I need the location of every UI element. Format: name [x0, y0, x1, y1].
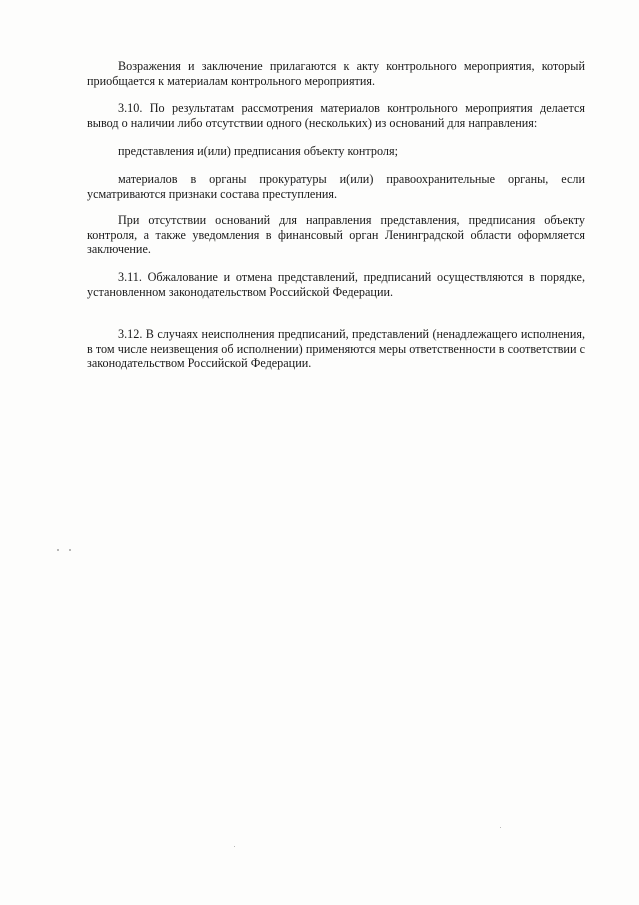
paragraph-objections: Возражения и заключение прилагаются к акту контрольного мероприятия, который приобщается к материалам контрольного мероприятия.: [87, 59, 585, 88]
scan-speck: [500, 827, 501, 828]
paragraph-prosecution: материалов в органы прокуратуры и(или) правоохранительные органы, если усматриваются признаки состава преступления.: [87, 172, 585, 201]
scan-speck: [69, 549, 71, 551]
scan-speck: [57, 549, 59, 551]
paragraph-3-12: 3.12. В случаях неисполнения предписаний, представлений (ненадлежащего исполнения, в том числе неизвещения об исполнении) применяются меры ответственности в соответствии с законодательством Российской Федерации.: [87, 327, 585, 370]
paragraph-3-11: 3.11. Обжалование и отмена представлений, предписаний осуществляются в порядке, установленном законодательством Российской Федерации.: [87, 270, 585, 299]
scan-speck: [234, 846, 235, 847]
paragraph-no-grounds: При отсутствии оснований для направления представления, предписания объекту контроля, а также уведомления в финансовый орган Ленинградской области оформляется заключение.: [87, 213, 585, 256]
paragraph-representations: представления и(или) предписания объекту контроля;: [118, 144, 398, 158]
paragraph-3-10: 3.10. По результатам рассмотрения материалов контрольного мероприятия делается вывод о наличии либо отсутствии одного (нескольких) из оснований для направления:: [87, 101, 585, 130]
